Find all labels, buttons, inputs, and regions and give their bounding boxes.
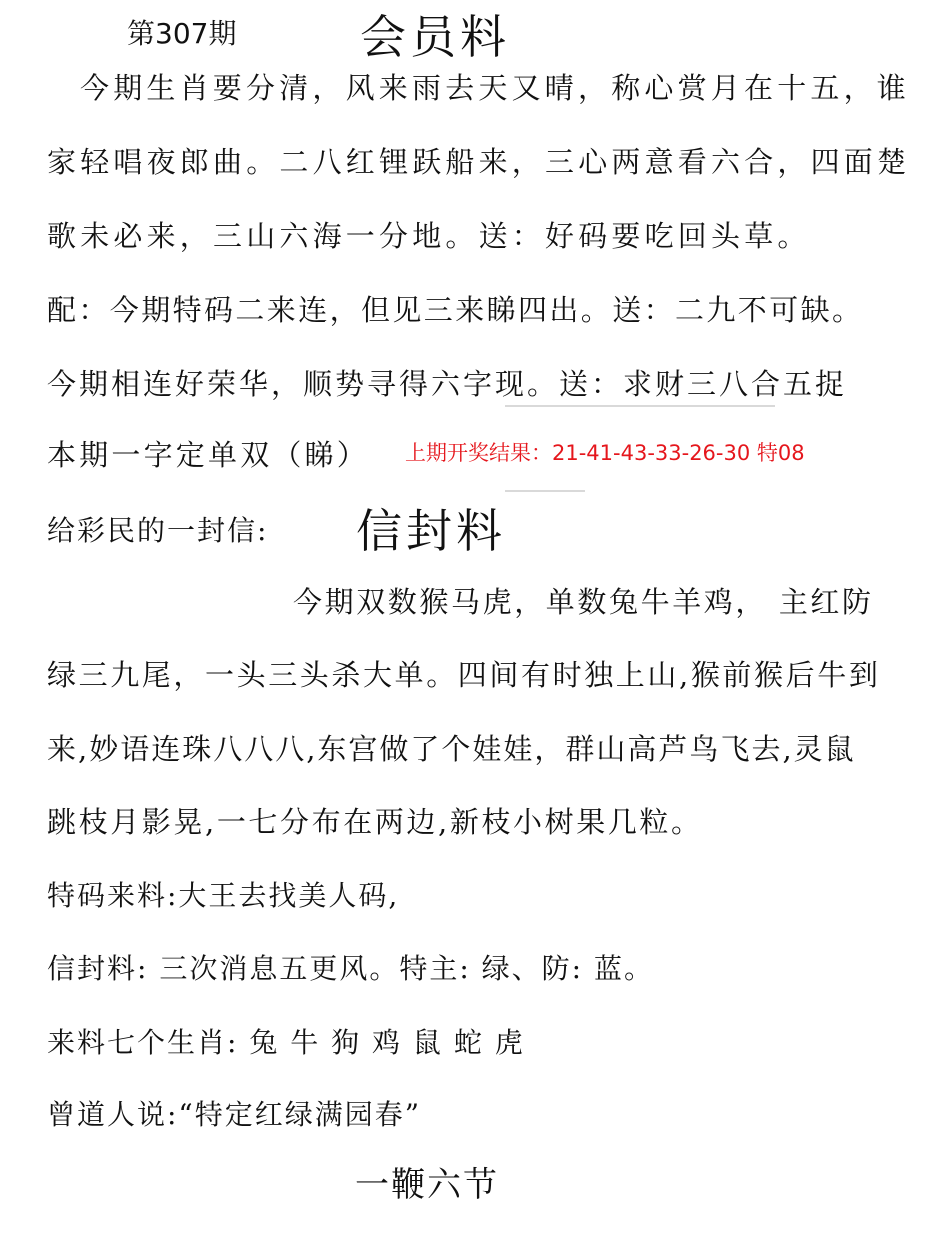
scan-mark xyxy=(505,490,585,492)
member-line-4: 配：今期特码二来连，但见三来睇四出。送：二九不可缺。 xyxy=(47,293,864,327)
scan-mark xyxy=(505,405,775,407)
letter-line-3: 来,妙语连珠八八八,东宫做了个娃娃，群山高芦鸟飞去,灵鼠 xyxy=(47,732,856,766)
member-line-5: 今期相连好荣华，顺势寻得六字现。送：求财三八合五捉 xyxy=(47,367,848,401)
detail-zodiac: 来料七个生肖: 兔 牛 狗 鸡 鼠 蛇 虎 xyxy=(47,1026,525,1059)
member-title: 会员料 xyxy=(360,10,510,64)
detail-special: 特码来料:大王去找美人码, xyxy=(47,879,400,912)
letter-line-1: 今期双数猴马虎，单数兔牛羊鸡， 主红防 xyxy=(293,585,874,619)
letter-line-2: 绿三九尾，一头三头杀大单。四间有时独上山,猴前猴后牛到 xyxy=(47,658,881,692)
letter-intro: 给彩民的一封信: xyxy=(47,514,269,547)
letter-title: 信封料 xyxy=(356,504,506,558)
detail-envelope: 信封料: 三次消息五更风。特主: 绿、防: 蓝。 xyxy=(47,952,655,985)
member-line-1: 今期生肖要分清，风来雨去天又晴，称心赏月在十五，谁 xyxy=(80,71,911,105)
member-line-2: 家轻唱夜郎曲。二八红锂跃船来，三心两意看六合，四面楚 xyxy=(47,145,911,179)
member-line-3: 歌未必来，三山六海一分地。送：好码要吃回头草。 xyxy=(47,219,811,253)
member-line-6: 本期一字定单双（睇） xyxy=(47,438,370,472)
footer-title: 一鞭六节 xyxy=(355,1165,499,1205)
detail-quote: 曾道人说:“特定红绿满园春” xyxy=(47,1098,422,1131)
issue-number: 第307期 xyxy=(127,17,237,50)
last-result: 上期开奖结果：21-41-43-33-26-30 特08 xyxy=(405,441,805,465)
letter-line-4: 跳枝月影晃,一七分布在两边,新枝小树果几粒。 xyxy=(47,805,703,839)
